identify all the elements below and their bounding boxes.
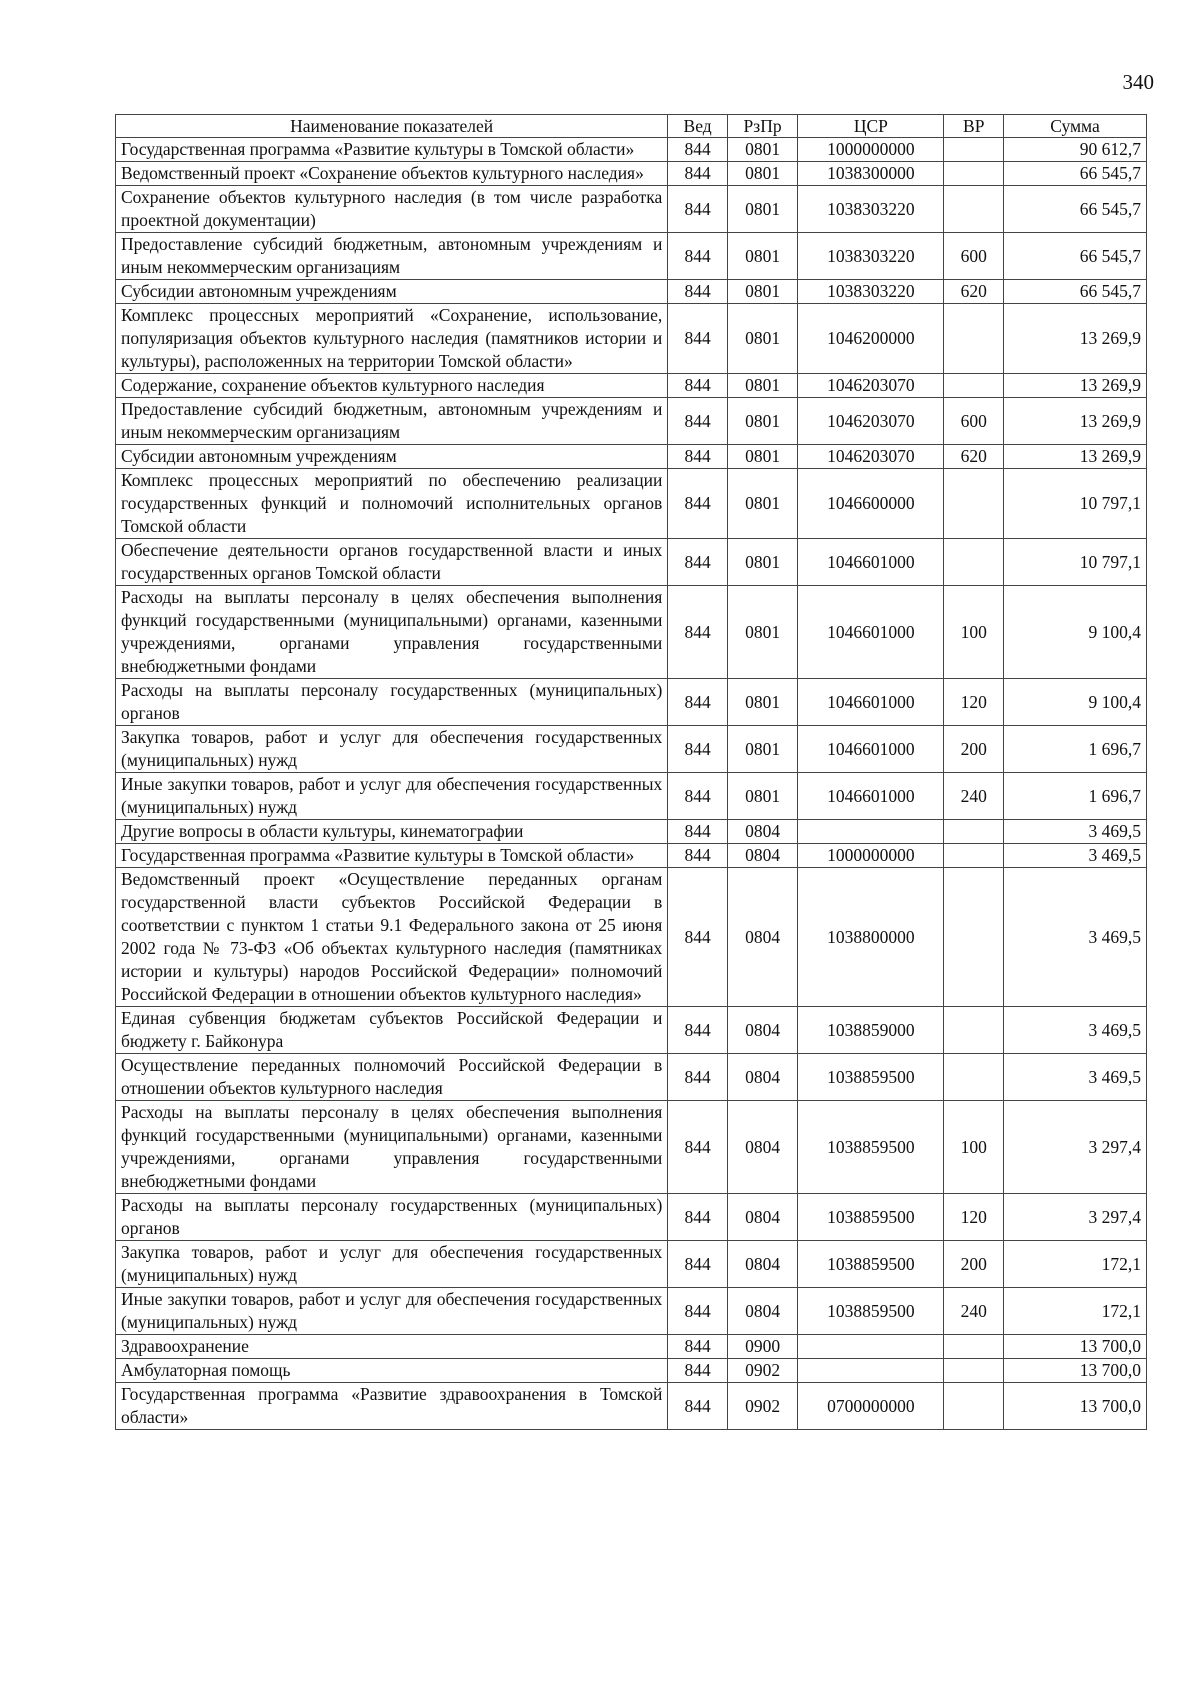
cell-csr: 1038859500 xyxy=(798,1101,944,1194)
table-row xyxy=(116,586,1147,679)
cell-rzpr: 0801 xyxy=(727,586,797,679)
table-row xyxy=(116,844,1147,868)
header-name: Наименование показателей xyxy=(116,115,668,138)
cell-rzpr: 0804 xyxy=(727,1288,797,1335)
cell-rzpr: 0801 xyxy=(727,374,797,398)
cell-vr xyxy=(944,469,1004,539)
cell-ved: 844 xyxy=(668,469,728,539)
cell-rzpr: 0902 xyxy=(727,1383,797,1430)
table-row xyxy=(116,445,1147,469)
table-row xyxy=(116,186,1147,233)
cell-ved: 844 xyxy=(668,820,728,844)
cell-ved: 844 xyxy=(668,539,728,586)
cell-name: Амбулаторная помощь xyxy=(116,1359,668,1383)
cell-ved: 844 xyxy=(668,1194,728,1241)
header-csr: ЦСР xyxy=(798,115,944,138)
cell-sum: 66 545,7 xyxy=(1004,162,1147,186)
cell-vr xyxy=(944,186,1004,233)
table-header-row xyxy=(116,115,1147,138)
cell-csr: 1046601000 xyxy=(798,773,944,820)
cell-rzpr: 0804 xyxy=(727,1241,797,1288)
cell-name: Сохранение объектов культурного наследия (в том числе разработка проектной документации) xyxy=(116,186,668,233)
cell-ved: 844 xyxy=(668,304,728,374)
cell-sum: 1 696,7 xyxy=(1004,773,1147,820)
cell-sum: 3 469,5 xyxy=(1004,820,1147,844)
cell-sum: 66 545,7 xyxy=(1004,186,1147,233)
header-sum: Сумма xyxy=(1004,115,1147,138)
cell-csr: 1038800000 xyxy=(798,868,944,1007)
cell-name: Ведомственный проект «Осуществление переданных органам государственной власти субъектов Российской Федерации в соответствии с пунктом 1 статьи 9.1 Федерального закона от 25 июня 2002 года № 73-ФЗ «Об объектах культурного наследия (памятниках истории и культуры) народов Российской Федерации» полномочий Российской Федерации в отношении объектов культурного наследия» xyxy=(116,868,668,1007)
cell-ved: 844 xyxy=(668,586,728,679)
cell-rzpr: 0801 xyxy=(727,469,797,539)
table-row xyxy=(116,1383,1147,1430)
cell-rzpr: 0900 xyxy=(727,1335,797,1359)
header-vr: ВР xyxy=(944,115,1004,138)
cell-rzpr: 0801 xyxy=(727,280,797,304)
header-ved: Вед xyxy=(668,115,728,138)
cell-csr: 1038859500 xyxy=(798,1054,944,1101)
cell-csr: 1046600000 xyxy=(798,469,944,539)
cell-name: Предоставление субсидий бюджетным, автономным учреждениям и иным некоммерческим организациям xyxy=(116,233,668,280)
cell-ved: 844 xyxy=(668,1288,728,1335)
cell-name: Содержание, сохранение объектов культурного наследия xyxy=(116,374,668,398)
table-row xyxy=(116,1007,1147,1054)
cell-name: Комплекс процессных мероприятий по обеспечению реализации государственных функций и полномочий исполнительных органов Томской области xyxy=(116,469,668,539)
cell-rzpr: 0801 xyxy=(727,726,797,773)
table-row xyxy=(116,398,1147,445)
table-row xyxy=(116,469,1147,539)
cell-sum: 172,1 xyxy=(1004,1288,1147,1335)
cell-ved: 844 xyxy=(668,1359,728,1383)
cell-name: Расходы на выплаты персоналу в целях обеспечения выполнения функций государственными (муниципальными) органами, казенными учреждениями, органами управления государственными внебюджетными фондами xyxy=(116,1101,668,1194)
cell-rzpr: 0801 xyxy=(727,304,797,374)
cell-sum: 66 545,7 xyxy=(1004,233,1147,280)
cell-name: Иные закупки товаров, работ и услуг для обеспечения государственных (муниципальных) нужд xyxy=(116,773,668,820)
cell-sum: 66 545,7 xyxy=(1004,280,1147,304)
cell-vr: 100 xyxy=(944,586,1004,679)
cell-sum: 13 269,9 xyxy=(1004,398,1147,445)
cell-ved: 844 xyxy=(668,679,728,726)
cell-csr: 1038303220 xyxy=(798,186,944,233)
cell-csr: 1038859500 xyxy=(798,1288,944,1335)
cell-sum: 3 297,4 xyxy=(1004,1101,1147,1194)
cell-vr xyxy=(944,138,1004,162)
cell-rzpr: 0801 xyxy=(727,679,797,726)
cell-vr: 200 xyxy=(944,726,1004,773)
cell-name: Предоставление субсидий бюджетным, автономным учреждениям и иным некоммерческим организациям xyxy=(116,398,668,445)
cell-name: Субсидии автономным учреждениям xyxy=(116,280,668,304)
cell-csr: 1046601000 xyxy=(798,679,944,726)
cell-ved: 844 xyxy=(668,1383,728,1430)
cell-csr: 1046203070 xyxy=(798,398,944,445)
cell-name: Закупка товаров, работ и услуг для обеспечения государственных (муниципальных) нужд xyxy=(116,1241,668,1288)
cell-csr: 1046601000 xyxy=(798,726,944,773)
cell-sum: 13 269,9 xyxy=(1004,374,1147,398)
cell-name: Расходы на выплаты персоналу государственных (муниципальных) органов xyxy=(116,679,668,726)
cell-name: Субсидии автономным учреждениям xyxy=(116,445,668,469)
cell-sum: 13 700,0 xyxy=(1004,1383,1147,1430)
cell-name: Иные закупки товаров, работ и услуг для обеспечения государственных (муниципальных) нужд xyxy=(116,1288,668,1335)
cell-ved: 844 xyxy=(668,374,728,398)
table-row xyxy=(116,280,1147,304)
page-number: 340 xyxy=(1122,70,1154,94)
cell-vr xyxy=(944,1007,1004,1054)
cell-vr xyxy=(944,868,1004,1007)
table-row xyxy=(116,726,1147,773)
cell-csr: 1046203070 xyxy=(798,445,944,469)
budget-table xyxy=(115,114,1147,1430)
table-row xyxy=(116,162,1147,186)
cell-sum: 10 797,1 xyxy=(1004,539,1147,586)
cell-rzpr: 0801 xyxy=(727,773,797,820)
cell-csr: 1038303220 xyxy=(798,280,944,304)
cell-vr xyxy=(944,1383,1004,1430)
cell-name: Государственная программа «Развитие здравоохранения в Томской области» xyxy=(116,1383,668,1430)
cell-sum: 172,1 xyxy=(1004,1241,1147,1288)
table-row xyxy=(116,233,1147,280)
cell-ved: 844 xyxy=(668,398,728,445)
cell-vr: 620 xyxy=(944,280,1004,304)
cell-name: Комплекс процессных мероприятий «Сохранение, использование, популяризация объектов культурного наследия (памятников истории и культуры), расположенных на территории Томской области» xyxy=(116,304,668,374)
cell-name: Государственная программа «Развитие культуры в Томской области» xyxy=(116,138,668,162)
cell-name: Обеспечение деятельности органов государственной власти и иных государственных органов Томской области xyxy=(116,539,668,586)
cell-csr: 1038303220 xyxy=(798,233,944,280)
cell-rzpr: 0804 xyxy=(727,1101,797,1194)
cell-csr: 1000000000 xyxy=(798,844,944,868)
cell-csr xyxy=(798,1359,944,1383)
table-row xyxy=(116,773,1147,820)
table-row xyxy=(116,1335,1147,1359)
table-row xyxy=(116,1101,1147,1194)
cell-vr xyxy=(944,304,1004,374)
cell-rzpr: 0801 xyxy=(727,539,797,586)
cell-vr xyxy=(944,539,1004,586)
cell-rzpr: 0804 xyxy=(727,1054,797,1101)
table-row xyxy=(116,868,1147,1007)
cell-sum: 13 269,9 xyxy=(1004,445,1147,469)
cell-ved: 844 xyxy=(668,138,728,162)
cell-ved: 844 xyxy=(668,186,728,233)
cell-sum: 9 100,4 xyxy=(1004,586,1147,679)
cell-vr: 600 xyxy=(944,233,1004,280)
cell-rzpr: 0801 xyxy=(727,162,797,186)
table-row xyxy=(116,679,1147,726)
cell-ved: 844 xyxy=(668,1101,728,1194)
cell-vr: 240 xyxy=(944,1288,1004,1335)
cell-rzpr: 0902 xyxy=(727,1359,797,1383)
cell-ved: 844 xyxy=(668,726,728,773)
cell-rzpr: 0801 xyxy=(727,398,797,445)
table-row xyxy=(116,138,1147,162)
cell-ved: 844 xyxy=(668,233,728,280)
cell-rzpr: 0801 xyxy=(727,186,797,233)
cell-name: Ведомственный проект «Сохранение объектов культурного наследия» xyxy=(116,162,668,186)
cell-csr: 1038859500 xyxy=(798,1194,944,1241)
table-row xyxy=(116,820,1147,844)
cell-sum: 90 612,7 xyxy=(1004,138,1147,162)
table-body xyxy=(116,138,1147,1430)
cell-rzpr: 0804 xyxy=(727,844,797,868)
cell-sum: 3 469,5 xyxy=(1004,868,1147,1007)
cell-vr xyxy=(944,820,1004,844)
table-row xyxy=(116,1194,1147,1241)
cell-vr: 100 xyxy=(944,1101,1004,1194)
cell-vr: 200 xyxy=(944,1241,1004,1288)
cell-csr: 1046203070 xyxy=(798,374,944,398)
cell-name: Закупка товаров, работ и услуг для обеспечения государственных (муниципальных) нужд xyxy=(116,726,668,773)
cell-vr xyxy=(944,162,1004,186)
cell-sum: 1 696,7 xyxy=(1004,726,1147,773)
cell-vr: 600 xyxy=(944,398,1004,445)
cell-vr: 120 xyxy=(944,1194,1004,1241)
cell-vr: 620 xyxy=(944,445,1004,469)
cell-ved: 844 xyxy=(668,844,728,868)
cell-rzpr: 0801 xyxy=(727,233,797,280)
cell-csr: 1046601000 xyxy=(798,539,944,586)
table-row xyxy=(116,374,1147,398)
table-row xyxy=(116,539,1147,586)
cell-rzpr: 0801 xyxy=(727,445,797,469)
table-row xyxy=(116,1054,1147,1101)
cell-ved: 844 xyxy=(668,445,728,469)
cell-ved: 844 xyxy=(668,1335,728,1359)
table-row xyxy=(116,304,1147,374)
cell-vr: 240 xyxy=(944,773,1004,820)
cell-csr: 0700000000 xyxy=(798,1383,944,1430)
cell-csr xyxy=(798,820,944,844)
cell-sum: 3 469,5 xyxy=(1004,1054,1147,1101)
cell-vr xyxy=(944,1054,1004,1101)
cell-csr: 1038859500 xyxy=(798,1241,944,1288)
cell-name: Здравоохранение xyxy=(116,1335,668,1359)
cell-vr: 120 xyxy=(944,679,1004,726)
cell-rzpr: 0804 xyxy=(727,1007,797,1054)
cell-name: Единая субвенция бюджетам субъектов Российской Федерации и бюджету г. Байконура xyxy=(116,1007,668,1054)
cell-vr xyxy=(944,1335,1004,1359)
cell-ved: 844 xyxy=(668,1241,728,1288)
table-row xyxy=(116,1241,1147,1288)
cell-ved: 844 xyxy=(668,773,728,820)
cell-vr xyxy=(944,374,1004,398)
cell-ved: 844 xyxy=(668,280,728,304)
cell-csr: 1046601000 xyxy=(798,586,944,679)
cell-rzpr: 0804 xyxy=(727,868,797,1007)
cell-sum: 9 100,4 xyxy=(1004,679,1147,726)
cell-vr xyxy=(944,1359,1004,1383)
cell-csr xyxy=(798,1335,944,1359)
cell-csr: 1038300000 xyxy=(798,162,944,186)
cell-csr: 1000000000 xyxy=(798,138,944,162)
cell-name: Расходы на выплаты персоналу в целях обеспечения выполнения функций государственными (муниципальными) органами, казенными учреждениями, органами управления государственными внебюджетными фондами xyxy=(116,586,668,679)
cell-ved: 844 xyxy=(668,868,728,1007)
cell-rzpr: 0804 xyxy=(727,820,797,844)
cell-name: Расходы на выплаты персоналу государственных (муниципальных) органов xyxy=(116,1194,668,1241)
cell-csr: 1046200000 xyxy=(798,304,944,374)
cell-name: Другие вопросы в области культуры, кинематографии xyxy=(116,820,668,844)
cell-name: Государственная программа «Развитие культуры в Томской области» xyxy=(116,844,668,868)
cell-sum: 13 269,9 xyxy=(1004,304,1147,374)
cell-sum: 3 297,4 xyxy=(1004,1194,1147,1241)
cell-ved: 844 xyxy=(668,162,728,186)
cell-name: Осуществление переданных полномочий Российской Федерации в отношении объектов культурного наследия xyxy=(116,1054,668,1101)
cell-rzpr: 0801 xyxy=(727,138,797,162)
cell-rzpr: 0804 xyxy=(727,1194,797,1241)
cell-ved: 844 xyxy=(668,1007,728,1054)
cell-sum: 13 700,0 xyxy=(1004,1335,1147,1359)
cell-sum: 3 469,5 xyxy=(1004,1007,1147,1054)
cell-vr xyxy=(944,844,1004,868)
cell-csr: 1038859000 xyxy=(798,1007,944,1054)
cell-sum: 10 797,1 xyxy=(1004,469,1147,539)
cell-sum: 3 469,5 xyxy=(1004,844,1147,868)
table-row xyxy=(116,1288,1147,1335)
header-rzpr: РзПр xyxy=(727,115,797,138)
cell-ved: 844 xyxy=(668,1054,728,1101)
cell-sum: 13 700,0 xyxy=(1004,1359,1147,1383)
table-row xyxy=(116,1359,1147,1383)
